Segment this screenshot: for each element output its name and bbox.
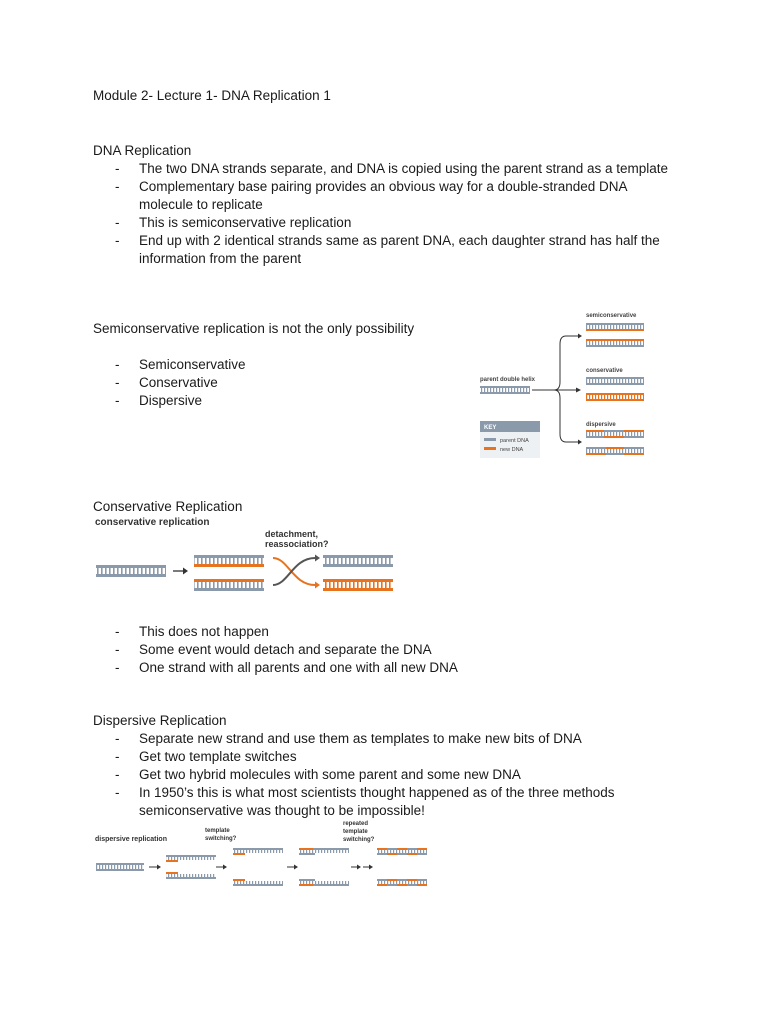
stage3-bottom <box>299 879 349 886</box>
key-new-dna: new DNA <box>500 447 524 453</box>
conservative-list <box>115 623 675 677</box>
list-item: - Get two template switches <box>115 749 297 764</box>
repeated-switching-line3: switching? <box>343 837 375 843</box>
template-switching-line1: template <box>205 828 230 834</box>
conservative-figure-title: conservative replication <box>95 517 210 528</box>
semiconservative-label: semiconservative <box>586 313 637 319</box>
parent-duplex <box>96 863 144 871</box>
dispersive-duplex-2 <box>586 447 644 455</box>
final-hybrid-2 <box>377 879 427 886</box>
replicated-duplex-2 <box>194 579 264 591</box>
stage1-top <box>166 855 216 862</box>
replication-models-figure <box>478 308 668 468</box>
page-title: Module 2- Lecture 1- DNA Replication 1 <box>93 88 331 103</box>
detachment-label-line2: reassociation? <box>265 539 329 549</box>
detachment-label-line1: detachment, <box>265 529 319 539</box>
conservative-replication-figure <box>93 514 398 599</box>
stage2-top <box>233 848 283 855</box>
list-item: - One strand with all parents and one with all new DNA <box>115 660 458 675</box>
stage1-bottom <box>166 872 216 879</box>
stage3-top <box>299 848 349 855</box>
reassociation-arrow-orange <box>273 558 315 585</box>
section-heading-dna-replication: DNA Replication <box>93 143 192 158</box>
key-parent-dna: parent DNA <box>500 438 529 444</box>
list-item: - The two DNA strands separate, and DNA is copied using the parent strand as a template <box>115 161 669 176</box>
replicated-duplex-1 <box>194 555 264 567</box>
list-item: - Separate new strand and use them as templates to make new bits of DNA <box>115 731 582 746</box>
repeated-switching-line1: repeated <box>343 821 369 827</box>
dispersive-replication-figure <box>93 816 433 896</box>
semiconservative-duplex-2 <box>586 339 644 347</box>
conservative-label: conservative <box>586 368 623 374</box>
dispersive-label: dispersive <box>586 422 616 428</box>
figure-key <box>480 421 540 458</box>
list-item: - Complementary base pairing provides an obvious way for a double-stranded DNA molecule to replicate <box>115 179 627 212</box>
reassociation-arrow-gray <box>273 558 315 585</box>
replication-models-list <box>115 356 435 410</box>
list-item: - Semiconservative <box>115 357 246 372</box>
template-switching-line2: switching? <box>205 836 237 842</box>
list-item: - This does not happen <box>115 624 269 639</box>
list-item: - Dispersive <box>115 393 203 408</box>
conservative-duplex-2 <box>586 393 644 401</box>
conservative-new-duplex <box>323 579 393 591</box>
parent-double-helix-label: parent double helix <box>480 377 536 383</box>
list-item: - In 1950’s this is what most scientists thought happened as of the three methods semiconservative was thought to be impossible! <box>115 785 615 818</box>
dispersive-figure-title: dispersive replication <box>95 836 167 843</box>
brace <box>554 336 566 442</box>
section-heading-conservative: Conservative Replication <box>93 499 243 514</box>
conservative-duplex-1 <box>586 377 644 385</box>
list-item: - Conservative <box>115 375 218 390</box>
final-hybrid-1 <box>377 848 427 855</box>
dispersive-duplex-1 <box>586 430 644 438</box>
dna-replication-list <box>115 160 675 268</box>
dispersive-list <box>115 730 675 820</box>
section-heading-possibilities: Semiconservative replication is not the only possibility <box>93 321 415 336</box>
section-heading-dispersive: Dispersive Replication <box>93 713 227 728</box>
list-item: - End up with 2 identical strands same as parent DNA, each daughter strand has half the information from the parent <box>115 233 660 266</box>
conservative-parent-duplex <box>323 555 393 567</box>
parent-duplex <box>480 386 530 394</box>
list-item: - Get two hybrid molecules with some parent and some new DNA <box>115 767 521 782</box>
stage2-bottom <box>233 879 283 886</box>
key-title: KEY <box>484 425 497 431</box>
parent-duplex <box>96 565 166 577</box>
list-item: - Some event would detach and separate the DNA <box>115 642 432 657</box>
list-item: - This is semiconservative replication <box>115 215 352 230</box>
repeated-switching-line2: template <box>343 829 368 835</box>
semiconservative-duplex-1 <box>586 323 644 331</box>
